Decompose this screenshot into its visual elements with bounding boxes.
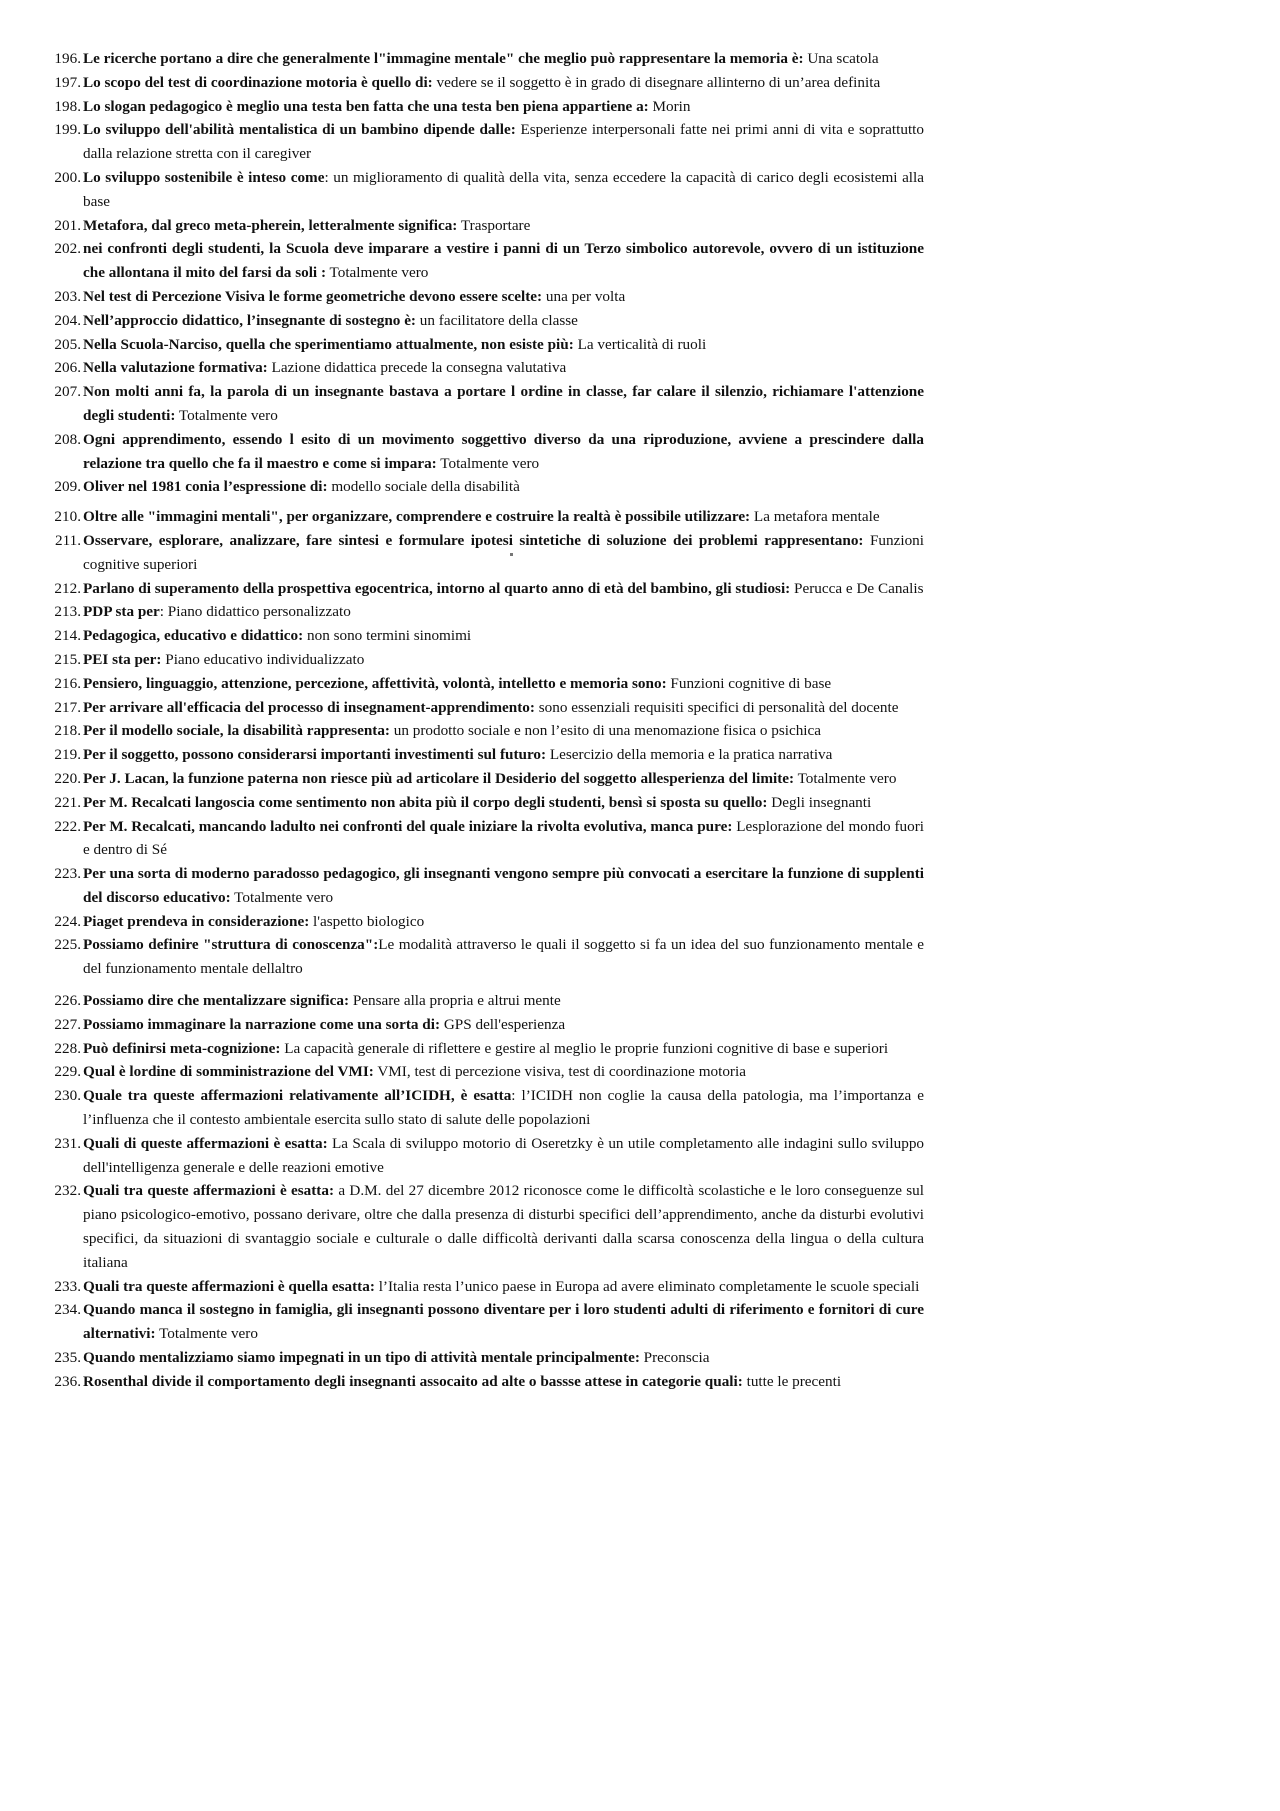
item-number: 227. (54, 1015, 81, 1033)
answer-text: un prodotto sociale e non l’esito di una menomazione fisica o psichica (389, 722, 822, 740)
answer-text: sono essenziali requisiti specifici di personalità del docente (534, 698, 899, 716)
item-number: 219. (54, 746, 81, 764)
item-number: 198. (54, 97, 81, 115)
answer-text: Funzioni cognitive di base (666, 674, 832, 692)
question-text: Per il soggetto, possono considerarsi importanti investimenti sul futuro: (83, 746, 547, 764)
question-answer-list (48, 47, 924, 1394)
answer-text: tutte le precenti (742, 1372, 842, 1390)
item-number: 220. (54, 769, 81, 787)
list-item (48, 1298, 924, 1346)
item-number: 196. (54, 50, 81, 67)
item-number: 213. (54, 603, 81, 621)
question-text: Lo slogan pedagogico è meglio una testa ben fatta che una testa ben piena appartiene a: (83, 97, 649, 115)
answer-text: non sono termini sinomimi (303, 627, 472, 645)
answer-text: vedere se il soggetto è in grado di disegnare allinterno di un’area definita (432, 73, 881, 91)
item-number: 214. (54, 627, 81, 645)
question-text: PDP sta per (83, 603, 160, 621)
question-text: PEI sta per: (83, 650, 162, 668)
list-item (48, 648, 924, 672)
question-text: Nel test di Percezione Visiva le forme geometriche devono essere scelte: (83, 287, 543, 305)
answer-text: Lesercizio della memoria e la pratica narrativa (546, 746, 833, 764)
answer-text: Una scatola (803, 50, 879, 67)
answer-text: Perucca e De Canalis (790, 579, 924, 597)
question-text: Pensiero, linguaggio, attenzione, percezione, affettività, volontà, intelletto e memoria sono: (83, 674, 667, 692)
list-item (48, 624, 924, 648)
list-item (48, 600, 924, 624)
question-text: Nella valutazione formativa: (83, 359, 268, 377)
list-item (48, 1037, 924, 1061)
question-text: Quali tra queste affermazioni è esatta: (83, 1182, 335, 1200)
answer-text: una per volta (542, 287, 626, 305)
answer-text: Esperienze interpersonali fatte nei primi anni di vita e soprattutto dalla relazione stretta con il caregiver (83, 121, 924, 163)
list-item (48, 1013, 924, 1037)
question-text: Quando manca il sostegno in famiglia, gli insegnanti possono diventare per i loro studenti adulti di riferimento e fornitori di cure alternativi: (83, 1301, 924, 1343)
answer-text: a D.M. del 27 dicembre 2012 riconosce come le difficoltà scolastiche e le loro conseguenze sul piano psicologico-emotivo, possano derivare, oltre che dalla presenza di disturbi specifici dell’apprendimento, anche da disturbi evolutivi specifici, da situazioni di svantaggio sociale e culturale o dalle difficoltà derivanti dalla scarsa conoscenza della lingua o della cultura italiana (83, 1182, 924, 1271)
item-number: 200. (54, 168, 81, 186)
list-item (48, 743, 924, 767)
answer-text: Totalmente vero (326, 264, 429, 282)
item-number: 197. (54, 73, 81, 91)
list-item (48, 505, 924, 529)
list-item (48, 1275, 924, 1299)
question-text: Lo sviluppo sostenibile è inteso come (83, 168, 325, 186)
list-item (48, 380, 924, 428)
answer-text: Morin (648, 97, 691, 115)
item-number: 228. (54, 1039, 81, 1057)
list-item (48, 529, 924, 577)
item-number: 225. (54, 936, 81, 954)
list-item (48, 791, 924, 815)
list-item (48, 767, 924, 791)
list-item (48, 719, 924, 743)
question-text: Per M. Recalcati langoscia come sentimento non abita più il corpo degli studenti, bensì si sposta su quello: (83, 793, 768, 811)
question-text: Oliver nel 1981 conia l’espressione di: (83, 478, 328, 496)
question-text: Osservare, esplorare, analizzare, fare sintesi e formulare ipotesi sintetiche di soluzione dei problemi rappresentano: (83, 531, 864, 549)
item-number: 216. (54, 674, 81, 692)
list-item (48, 989, 924, 1013)
list-item (48, 862, 924, 910)
answer-text: Lesplorazione del mondo fuori e dentro di Sé (83, 817, 924, 859)
item-number: 226. (54, 992, 81, 1010)
item-number: 205. (54, 335, 81, 353)
answer-text: Preconscia (639, 1349, 710, 1367)
list-item (48, 1346, 924, 1370)
question-text: Per J. Lacan, la funzione paterna non riesce più ad articolare il Desiderio del soggetto allesperienza del limite: (83, 769, 795, 787)
item-number: 222. (54, 817, 81, 835)
answer-text: un facilitatore della classe (416, 311, 578, 329)
list-item (48, 577, 924, 601)
item-number: 231. (54, 1134, 81, 1152)
item-number: 218. (54, 722, 81, 740)
item-number: 201. (54, 216, 81, 234)
item-number: 203. (54, 287, 81, 305)
item-number: 233. (54, 1277, 81, 1295)
answer-text: Trasportare (457, 216, 531, 234)
item-number: 210. (54, 508, 81, 526)
list-item (48, 95, 924, 119)
item-number: 206. (54, 359, 81, 377)
item-number: 207. (54, 383, 81, 401)
item-number: 199. (54, 121, 81, 139)
question-text: Possiamo immaginare la narrazione come una sorta di: (83, 1015, 441, 1033)
item-number: 217. (54, 698, 81, 716)
list-item (48, 285, 924, 309)
answer-text: La capacità generale di riflettere e gestire al meglio le proprie funzioni cognitive di base e superiori (280, 1039, 889, 1057)
list-item (48, 1179, 924, 1274)
item-number: 208. (54, 430, 81, 448)
answer-text: Lazione didattica precede la consegna valutativa (267, 359, 567, 377)
answer-text: modello sociale della disabilità (327, 478, 520, 496)
stray-mark (510, 553, 513, 556)
answer-text: Totalmente vero (794, 769, 897, 787)
list-item (48, 696, 924, 720)
item-number: 224. (54, 912, 81, 930)
question-text: Qual è lordine di somministrazione del VMI: (83, 1063, 374, 1081)
question-text: Per il modello sociale, la disabilità rappresenta: (83, 722, 390, 740)
item-number: 221. (54, 793, 81, 811)
question-text: Per una sorta di moderno paradosso pedagogico, gli insegnanti vengono sempre più convocati a esercitare la funzione di supplenti del discorso educativo: (83, 865, 924, 906)
item-number: 215. (54, 650, 81, 668)
list-item (48, 933, 924, 981)
answer-text: Totalmente vero (230, 888, 334, 906)
item-number: 202. (54, 240, 81, 258)
list-item (48, 237, 924, 285)
question-text: Non molti anni fa, la parola di un insegnante bastava a portare l ordine in classe, far calare il silenzio, richiamare l'attenzione degli studenti: (83, 383, 924, 424)
list-item (48, 910, 924, 934)
question-text: Nella Scuola-Narciso, quella che sperimentiamo attualmente, non esiste più: (83, 335, 574, 353)
question-text: Piaget prendeva in considerazione: (83, 912, 310, 930)
list-item (48, 1084, 924, 1132)
list-item (48, 166, 924, 214)
item-number: 236. (54, 1372, 81, 1390)
list-item (48, 672, 924, 696)
item-number: 234. (54, 1301, 81, 1319)
answer-text: Pensare alla propria e altrui mente (349, 992, 561, 1010)
answer-text: Funzioni cognitive superiori (83, 531, 924, 573)
question-text: Quali di queste affermazioni è esatta: (83, 1134, 328, 1152)
question-text: Metafora, dal greco meta-pherein, letteralmente significa: (83, 216, 458, 234)
answer-text: : un miglioramento di qualità della vita, senza eccedere la capacità di carico degli ecosistemi alla base (83, 168, 924, 210)
item-number: 232. (54, 1182, 81, 1200)
list-item (48, 71, 924, 95)
question-text: Lo scopo del test di coordinazione motoria è quello di: (83, 73, 433, 91)
list-item (48, 214, 924, 238)
list-item (48, 118, 924, 166)
item-number: 212. (54, 579, 81, 597)
answer-text: Le modalità attraverso le quali il soggetto si fa un idea del suo funzionamento mentale e del funzionamento mentale dellaltro (83, 936, 924, 978)
answer-text: Piano educativo individualizzato (161, 650, 365, 668)
question-text: Per arrivare all'efficacia del processo di insegnament-apprendimento: (83, 698, 535, 716)
question-text: Parlano di superamento della prospettiva egocentrica, intorno al quarto anno di età del bambino, gli studiosi: (83, 579, 791, 597)
question-text: Può definirsi meta-cognizione: (83, 1039, 281, 1057)
question-text: Lo sviluppo dell'abilità mentalistica di un bambino dipende dalle: (83, 121, 516, 139)
item-number: 223. (54, 865, 81, 883)
question-text: Quando mentalizziamo siamo impegnati in un tipo di attività mentale principalmente: (83, 1349, 640, 1367)
item-number: 209. (54, 478, 81, 496)
answer-text: l'aspetto biologico (309, 912, 425, 930)
answer-text: VMI, test di percezione visiva, test di coordinazione motoria (373, 1063, 746, 1081)
question-text: Quali tra queste affermazioni è quella esatta: (83, 1277, 375, 1295)
answer-text: GPS dell'esperienza (440, 1015, 566, 1033)
list-item (48, 1060, 924, 1084)
item-number: 229. (54, 1063, 81, 1081)
answer-text: La verticalità di ruoli (573, 335, 707, 353)
list-item (48, 1132, 924, 1180)
answer-text: Totalmente vero (155, 1325, 258, 1343)
answer-text: La metafora mentale (750, 508, 880, 526)
list-item (48, 1370, 924, 1394)
answer-text: Totalmente vero (175, 406, 278, 424)
question-text: Rosenthal divide il comportamento degli insegnanti assocaito ad alte o bassse attese in categorie quali: (83, 1372, 743, 1390)
answer-text: Totalmente vero (436, 454, 540, 472)
list-item (48, 815, 924, 863)
question-text: Quale tra queste affermazioni relativamente all’ICIDH, è esatta (83, 1087, 512, 1105)
question-text: Possiamo definire "struttura di conoscenza": (83, 936, 379, 954)
answer-text: La Scala di sviluppo motorio di Oseretzky è un utile completamento alle indagini sullo sviluppo dell'intelligenza generale e delle reazioni emotive (83, 1134, 925, 1176)
question-text: Pedagogica, educativo e didattico: (83, 627, 304, 645)
answer-text: Degli insegnanti (767, 793, 872, 811)
list-item (48, 333, 924, 357)
item-number: 211. (54, 531, 81, 549)
list-item (48, 356, 924, 380)
question-text: Oltre alle "immagini mentali", per organizzare, comprendere e costruire la realtà è possibile utilizzare: (83, 508, 751, 526)
question-text: Nell’approccio didattico, l’insegnante di sostegno è: (83, 311, 416, 329)
list-item (48, 309, 924, 333)
list-item (48, 475, 924, 499)
question-text: Per M. Recalcati, mancando ladulto nei confronti del quale iniziare la rivolta evolutiva, manca pure: (83, 817, 733, 835)
question-text: Possiamo dire che mentalizzare significa: (83, 992, 350, 1010)
answer-text: : Piano didattico personalizzato (159, 603, 351, 621)
item-number: 235. (54, 1349, 81, 1367)
answer-text: l’Italia resta l’unico paese in Europa ad avere eliminato completamente le scuole speciali (374, 1277, 920, 1295)
question-text: Le ricerche portano a dire che generalmente l"immagine mentale" che meglio può rappresentare la memoria è: (83, 50, 804, 67)
list-item (48, 47, 924, 71)
list-item (48, 428, 924, 476)
item-number: 230. (54, 1087, 81, 1105)
item-number: 204. (54, 311, 81, 329)
answer-text: : l’ICIDH non coglie la causa della patologia, ma l’importanza e l’influenza che il contesto ambientale esercita sullo stato di salute delle popolazioni (83, 1087, 924, 1129)
question-text: Ogni apprendimento, essendo l esito di un movimento soggettivo diverso da una riproduzione, avviene a prescindere dalla relazione tra quello che fa il maestro e come si impara: (83, 430, 924, 472)
question-text: nei confronti degli studenti, la Scuola deve imparare a vestire i panni di un Terzo simbolico autorevole, ovvero di un istituzione che allontana il mito del farsi da soli : (83, 240, 924, 282)
